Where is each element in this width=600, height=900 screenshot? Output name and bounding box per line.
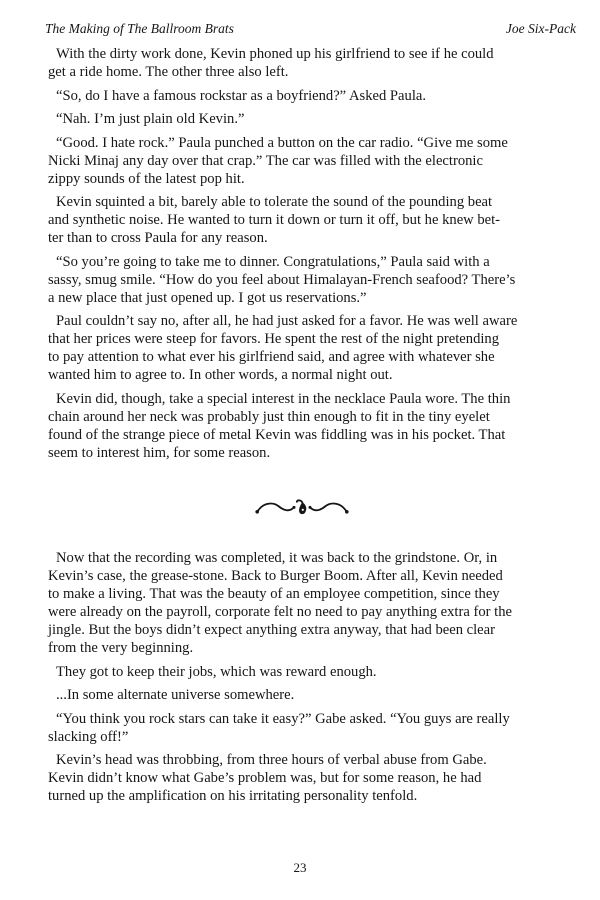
paragraph (48, 45, 574, 81)
text-line: Now that the recording was completed, it was back to the grindstone. Or, in (56, 550, 498, 566)
text-section-after-divider (48, 549, 574, 805)
page-header (0, 0, 600, 37)
text-line: found of the strange piece of metal Kevin was fiddling was in his pocket. That (48, 426, 506, 443)
text-line: Nicki Minaj any day over that crap.” The car was filled with the electronic (48, 152, 483, 169)
running-author: Joe Six-Pack (505, 21, 576, 36)
text-line: Paul couldn’t say no, after all, he had just asked for a favor. He was well aware (56, 313, 518, 329)
text-line: zippy sounds of the latest pop hit. (48, 170, 245, 187)
text-section-before-divider (48, 45, 574, 462)
text-line: jingle. But the boys didn’t expect anything extra anyway, that had been clear (48, 622, 495, 638)
text-line: ...In some alternate universe somewhere. (56, 687, 295, 703)
text-line: chain around her neck was probably just thin enough to fit in the tiny eyelet (48, 408, 490, 425)
paragraph (48, 663, 574, 681)
fleuron-divider-icon (254, 497, 350, 519)
text-line: were already on the payroll, corporate felt no need to pay anything extra for the (48, 604, 512, 620)
text-line: Kevin’s head was throbbing, from three hours of verbal abuse from Gabe. (56, 752, 487, 768)
text-line: Kevin squinted a bit, barely able to tolerate the sound of the pounding beat (56, 194, 493, 210)
paragraph (48, 134, 574, 188)
paragraph (48, 751, 574, 805)
text-line: that her prices were steep for favors. He spent the rest of the night pretending (48, 331, 500, 347)
page-number: 23 (293, 860, 307, 875)
text-line: seem to interest him, for some reason. (48, 444, 271, 461)
section-divider (39, 467, 565, 549)
text-line: Kevin did, though, take a special interest in the necklace Paula wore. The thin (56, 390, 511, 407)
text-line: to pay attention to what ever his girlfriend said, and agree with whatever she (48, 349, 495, 365)
paragraph (48, 193, 574, 247)
text-line: a new place that just opened up. I got us reservations.” (48, 289, 367, 306)
text-line: slacking off!” (48, 728, 129, 745)
text-line: to make a living. That was the beauty of an employee competition, since they (48, 586, 500, 602)
text-line: and synthetic noise. He wanted to turn it down or turn it off, but he knew bet- (48, 212, 501, 228)
paragraph (48, 110, 574, 128)
text-line: “Good. I hate rock.” Paula punched a button on the car radio. “Give me some (56, 134, 508, 151)
text-line: They got to keep their jobs, which was reward enough. (56, 663, 377, 680)
paragraph (48, 390, 574, 462)
text-line: wanted him to agree to. In other words, a normal night out. (48, 367, 393, 383)
text-line: sassy, smug smile. “How do you feel about Himalayan-French seafood? There’s (48, 271, 516, 288)
page-body (0, 37, 600, 805)
paragraph (48, 686, 574, 704)
text-line: Kevin didn’t know what Gabe’s problem was, but for some reason, he had (48, 770, 482, 786)
paragraph (48, 549, 574, 657)
page-footer (0, 860, 600, 875)
text-line: ter than to cross Paula for any reason. (48, 230, 268, 246)
paragraph (48, 253, 574, 307)
text-line: get a ride home. The other three also left. (48, 64, 289, 80)
text-line: With the dirty work done, Kevin phoned up his girlfriend to see if he could (56, 46, 494, 62)
text-line: from the very beginning. (48, 640, 194, 656)
paragraph (48, 87, 574, 105)
paragraph (48, 312, 574, 384)
text-line: “So, do I have a famous rockstar as a boyfriend?” Asked Paula. (56, 87, 426, 104)
text-line: “So you’re going to take me to dinner. Congratulations,” Paula said with a (56, 253, 490, 270)
text-line: turned up the amplification on his irritating personality tenfold. (48, 788, 418, 804)
running-title: The Making of The Ballroom Brats (45, 21, 234, 36)
text-line: Kevin’s case, the grease-stone. Back to Burger Boom. After all, Kevin needed (48, 568, 503, 584)
text-line: “Nah. I’m just plain old Kevin.” (56, 111, 245, 127)
paragraph (48, 710, 574, 746)
text-line: “You think you rock stars can take it easy?” Gabe asked. “You guys are really (56, 710, 510, 727)
